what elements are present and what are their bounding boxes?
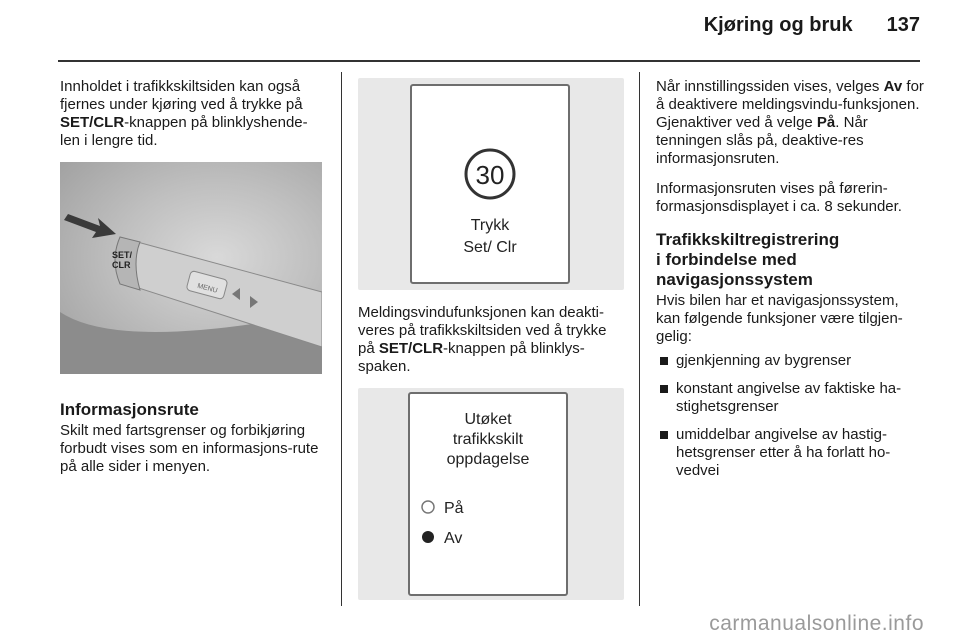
deactivate-paragraph: Meldingsvindufunksjonen kan deakti-veres på trafikkskiltsiden ved å trykke på SET/CLR-knappen på blinklys-spaken. (358, 304, 607, 375)
settings-title-2: trafikkskilt (452, 431, 524, 448)
list-item: umiddelbar angivelse av hastig-hetsgrenser etter å ha forlatt ho-vedvei (656, 426, 926, 480)
display-speed-sign (358, 78, 624, 290)
settings-title-3: oppdagelse (446, 451, 530, 468)
list-item: konstant angivelse av faktiske ha-stighetsgrenser (656, 380, 926, 416)
running-header (704, 14, 920, 37)
radio-selected-icon (422, 531, 434, 543)
column-divider-1 (341, 72, 342, 606)
header-title: Kjøring og bruk (703, 14, 853, 36)
option-on: På (444, 500, 464, 517)
section-text: Skilt med fartsgrenser og forbikjøring forbudt vises som en informasjons-rute på alle sider i menyen. (60, 422, 319, 475)
display-line-2: Set/ Clr (463, 239, 517, 256)
settings-display (410, 394, 566, 594)
page-number: 137 (886, 14, 920, 36)
arrow-icon (64, 214, 116, 238)
turn-signal-stalk-illustration (60, 162, 322, 374)
header-rule (58, 60, 920, 62)
setclr-label-top: SET/ (112, 250, 133, 260)
watermark: carmanualsonline.info (709, 612, 924, 635)
feature-list (656, 352, 926, 480)
column-2 (358, 78, 624, 614)
nav-heading: Trafikkskiltregistrering i forbindelse med navigasjonssystem (656, 230, 840, 289)
settings-frame (408, 392, 568, 596)
option-off: Av (444, 530, 463, 547)
settings-title-1: Utøket (464, 411, 512, 428)
column-1 (60, 78, 326, 488)
menu-label: MENU (196, 282, 219, 295)
display-frame (410, 84, 570, 284)
speed-value: 30 (475, 160, 505, 190)
list-item: gjenkjenning av bygrenser (656, 352, 926, 370)
nav-paragraph: Hvis bilen har et navigasjonssystem, kan følgende funksjoner være tilgjen-gelig: (656, 292, 903, 345)
display-settings (358, 388, 624, 600)
radio-off-icon (422, 501, 434, 513)
section-heading: Informasjonsrute (60, 400, 199, 419)
settings-paragraph: Når innstillingssiden vises, velges Av for å deaktivere meldingsvindu-funksjonen. Gjenaktiver ved å velge På. Når tenningen slås på, deaktive-res informasjonsruten. (656, 78, 924, 167)
speed-limit-sign-icon (412, 86, 568, 282)
setclr-label-bottom: CLR (112, 260, 131, 270)
stalk-photo (60, 162, 322, 374)
column-3 (656, 78, 926, 490)
display-line-1: Trykk (470, 217, 510, 234)
column-divider-2 (639, 72, 640, 606)
intro-paragraph: Innholdet i trafikkskiltsiden kan også fjernes under kjøring ved å trykke på SET/CLR-knappen på blinklyshende-len i lengre tid. (60, 78, 308, 149)
duration-paragraph: Informasjonsruten vises på førerin-formasjonsdisplayet i ca. 8 sekunder. (656, 180, 902, 215)
